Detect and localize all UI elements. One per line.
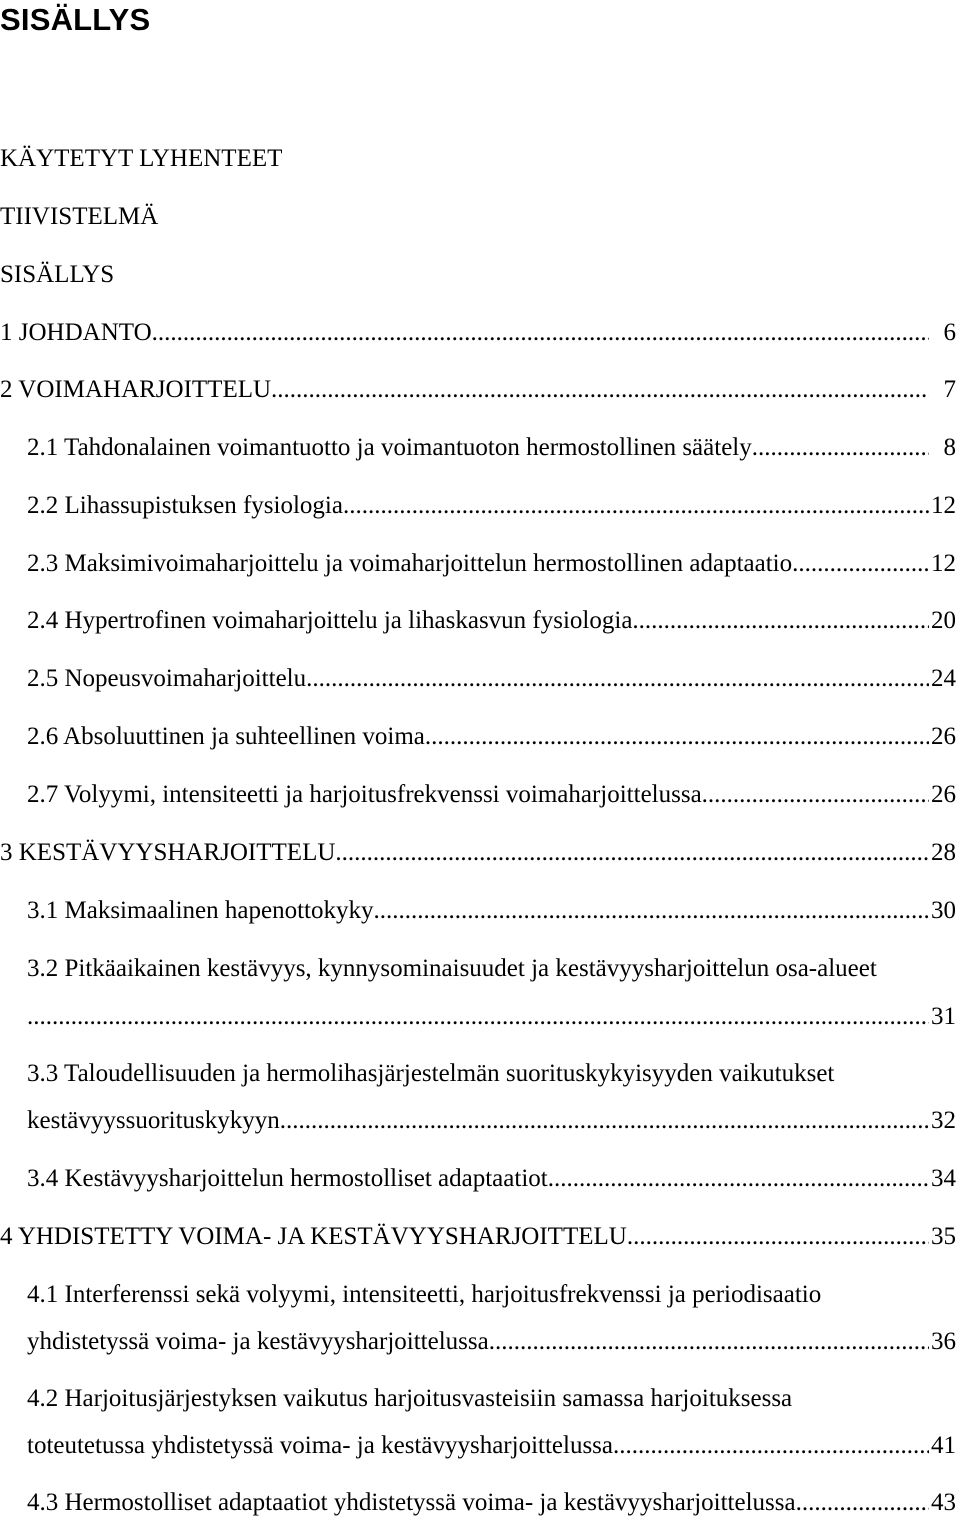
- toc-entry-label: 4 YHDISTETTY VOIMA- JA KESTÄVYYSHARJOITTELU: [0, 1223, 627, 1250]
- toc-dot-leader: [280, 1106, 929, 1136]
- toc-dot-leader: [27, 1002, 929, 1032]
- toc-entry-2-2[interactable]: [27, 491, 956, 521]
- toc-entry-label: 3.4 Kestävyysharjoittelun hermostolliset adaptaatiot: [27, 1165, 548, 1192]
- toc-entry-2-3[interactable]: [27, 549, 956, 579]
- toc-dot-leader: [343, 491, 929, 521]
- toc-dot-leader: [373, 896, 929, 926]
- toc-dot-leader: [425, 722, 929, 752]
- toc-entry-label: 2 VOIMAHARJOITTELU: [0, 376, 272, 403]
- toc-entry-4-1-first-line[interactable]: 4.1 Interferenssi sekä volyymi, intensiteetti, harjoitusfrekvenssi ja periodisaatio: [27, 1281, 822, 1308]
- toc-page-number: 31: [931, 1003, 956, 1030]
- toc-page-number: 24: [931, 665, 956, 692]
- toc-entry-label: 1 JOHDANTO: [0, 319, 152, 346]
- toc-entry-2-4[interactable]: [27, 606, 956, 636]
- toc-entry-3-3-first-line[interactable]: 3.3 Taloudellisuuden ja hermolihasjärjestelmän suorituskykyisyyden vaikutukset: [27, 1060, 835, 1087]
- toc-entry-johdanto[interactable]: [0, 318, 956, 348]
- toc-page-number: 26: [931, 781, 956, 808]
- toc-entry-label: 2.2 Lihassupistuksen fysiologia: [27, 492, 343, 519]
- toc-page-number: 8: [943, 434, 956, 461]
- toc-front-matter-abstract: TIIVISTELMÄ: [0, 203, 159, 230]
- toc-entry-label: 3.1 Maksimaalinen hapenottokyky: [27, 897, 374, 924]
- toc-entry-3-1[interactable]: [27, 896, 956, 926]
- toc-page-number: 35: [931, 1223, 956, 1250]
- toc-dot-leader: [627, 1222, 929, 1252]
- toc-entry-3-2-first-line[interactable]: 3.2 Pitkäaikainen kestävyys, kynnysominaisuudet ja kestävyysharjoittelun osa-alueet: [27, 955, 877, 982]
- toc-entry-label: 3 KESTÄVYYSHARJOITTELU: [0, 839, 336, 866]
- toc-entry-4-2-first-line[interactable]: 4.2 Harjoitusjärjestyksen vaikutus harjoitusvasteisiin samassa harjoituksessa: [27, 1385, 793, 1412]
- toc-front-matter-abbreviations: KÄYTETYT LYHENTEET: [0, 145, 283, 172]
- toc-entry-2-5[interactable]: [27, 664, 956, 694]
- toc-entry-label: yhdistetyssä voima- ja kestävyysharjoittelussa: [27, 1328, 489, 1355]
- toc-dot-leader: [306, 664, 929, 694]
- toc-entry-label: 4.3 Hermostolliset adaptaatiot yhdistetyssä voima- ja kestävyysharjoittelussa: [27, 1489, 796, 1516]
- toc-entry-yhdistetty-harjoittelu[interactable]: [0, 1222, 956, 1252]
- toc-page-number: 36: [931, 1328, 956, 1355]
- toc-page-number: 7: [943, 376, 956, 403]
- toc-dot-leader: [613, 1431, 929, 1461]
- toc-dot-leader: [702, 780, 929, 810]
- toc-page-number: 43: [931, 1489, 956, 1516]
- toc-entry-4-2[interactable]: [27, 1431, 956, 1461]
- toc-entry-label: 2.5 Nopeusvoimaharjoittelu: [27, 665, 307, 692]
- toc-entry-4-3[interactable]: [27, 1488, 956, 1518]
- toc-dot-leader: [792, 549, 929, 579]
- toc-entry-label: 2.7 Volyymi, intensiteetti ja harjoitusfrekvenssi voimaharjoittelussa: [27, 781, 702, 808]
- toc-entry-kestavyysharjoittelu[interactable]: [0, 838, 956, 868]
- toc-dot-leader: [752, 433, 929, 463]
- toc-entry-3-4[interactable]: [27, 1164, 956, 1194]
- toc-entry-label: toteutetussa yhdistetyssä voima- ja kestävyysharjoittelussa: [27, 1432, 613, 1459]
- toc-entry-2-1[interactable]: [27, 433, 956, 463]
- toc-front-matter-contents: SISÄLLYS: [0, 261, 115, 288]
- toc-entry-voimaharjoittelu[interactable]: [0, 375, 956, 405]
- toc-dot-leader: [796, 1488, 929, 1518]
- toc-entry-3-2[interactable]: [27, 1002, 956, 1032]
- toc-entry-2-7[interactable]: [27, 780, 956, 810]
- toc-dot-leader: [152, 318, 929, 348]
- toc-page-number: 32: [931, 1107, 956, 1134]
- toc-dot-leader: [632, 606, 929, 636]
- toc-entry-4-1[interactable]: [27, 1327, 956, 1357]
- toc-entry-label: 2.6 Absoluuttinen ja suhteellinen voima: [27, 723, 425, 750]
- toc-dot-leader: [271, 375, 929, 405]
- toc-page-number: 6: [943, 319, 956, 346]
- toc-page-number: 20: [931, 607, 956, 634]
- page-title: SISÄLLYS: [0, 2, 151, 37]
- toc-entry-label: 2.4 Hypertrofinen voimaharjoittelu ja lihaskasvun fysiologia: [27, 607, 633, 634]
- toc-page-number: 12: [931, 550, 956, 577]
- toc-dot-leader: [335, 838, 929, 868]
- toc-entry-2-6[interactable]: [27, 722, 956, 752]
- toc-entry-label: 2.3 Maksimivoimaharjoittelu ja voimaharjoittelun hermostollinen adaptaatio: [27, 550, 793, 577]
- toc-page-number: 28: [931, 839, 956, 866]
- toc-entry-label: kestävyyssuorituskykyyn: [27, 1107, 280, 1134]
- toc-page-number: 34: [931, 1165, 956, 1192]
- toc-entry-label: 2.1 Tahdonalainen voimantuotto ja voimantuoton hermostollinen säätely: [27, 434, 752, 461]
- toc-entry-3-3[interactable]: [27, 1106, 956, 1136]
- toc-dot-leader: [548, 1164, 929, 1194]
- toc-page-number: 12: [931, 492, 956, 519]
- toc-page-number: 41: [931, 1432, 956, 1459]
- toc-page-number: 30: [931, 897, 956, 924]
- toc-page-number: 26: [931, 723, 956, 750]
- toc-dot-leader: [489, 1327, 929, 1357]
